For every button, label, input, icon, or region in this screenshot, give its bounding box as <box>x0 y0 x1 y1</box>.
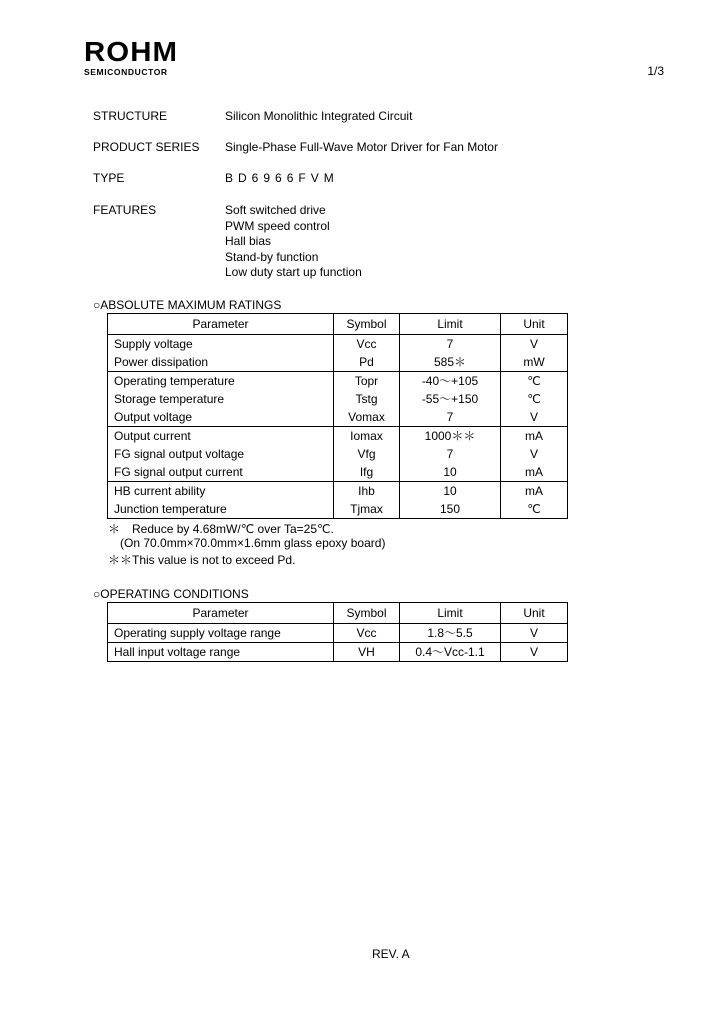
rohm-logo <box>84 36 179 77</box>
footnote-derating: ＊ Reduce by 4.68mW/℃ over Ta=25℃. <box>108 522 334 536</box>
cell-symbol: Ihb <box>334 482 400 501</box>
cell-unit: V <box>501 643 568 662</box>
cell-parameter: Storage temperature <box>108 390 334 408</box>
cell-parameter: Output current <box>108 427 334 446</box>
cell-parameter: Output voltage <box>108 408 334 427</box>
feature-item: Soft switched drive <box>225 203 326 217</box>
table-header-row <box>108 314 568 335</box>
op-cond-table <box>107 602 568 662</box>
header-parameter: Parameter <box>108 314 334 335</box>
cell-symbol: Vomax <box>334 408 400 427</box>
cell-parameter: Hall input voltage range <box>108 643 334 662</box>
header-limit: Limit <box>400 314 501 335</box>
footnote-pd: ＊＊This value is not to exceed Pd. <box>108 553 296 567</box>
cell-parameter: Junction temperature <box>108 500 334 519</box>
header-symbol: Symbol <box>334 603 400 624</box>
feature-item: Hall bias <box>225 234 272 248</box>
feature-item: PWM speed control <box>225 219 330 233</box>
cell-limit: 10 <box>400 463 501 482</box>
cell-limit: -40～+105 <box>400 372 501 391</box>
table-row <box>108 408 568 427</box>
cell-parameter: Power dissipation <box>108 353 334 372</box>
cell-symbol: Vcc <box>334 624 400 643</box>
product-series-value: Single-Phase Full-Wave Motor Driver for Fan Motor <box>225 140 498 154</box>
cell-parameter: HB current ability <box>108 482 334 501</box>
cell-symbol: Vcc <box>334 335 400 354</box>
table-row <box>108 353 568 372</box>
cell-limit: 585＊ <box>400 353 501 372</box>
table-row <box>108 445 568 463</box>
cell-unit: ℃ <box>501 500 568 519</box>
table-row <box>108 390 568 408</box>
cell-unit: V <box>501 335 568 354</box>
cell-unit: ℃ <box>501 372 568 391</box>
abs-max-title: ○ABSOLUTE MAXIMUM RATINGS <box>93 298 282 312</box>
abs-max-table <box>107 313 568 519</box>
table-row <box>108 427 568 446</box>
cell-unit: mA <box>501 427 568 446</box>
cell-unit: V <box>501 624 568 643</box>
product-series-label: PRODUCT SERIES <box>93 140 200 154</box>
header-unit: Unit <box>501 603 568 624</box>
cell-symbol: VH <box>334 643 400 662</box>
header-unit: Unit <box>501 314 568 335</box>
cell-parameter: Operating supply voltage range <box>108 624 334 643</box>
header-symbol: Symbol <box>334 314 400 335</box>
revision-label: REV. A <box>372 947 410 961</box>
cell-unit: ℃ <box>501 390 568 408</box>
cell-parameter: Operating temperature <box>108 372 334 391</box>
feature-item: Low duty start up function <box>225 265 362 279</box>
table-row <box>108 624 568 643</box>
cell-limit: 7 <box>400 445 501 463</box>
cell-unit: mA <box>501 463 568 482</box>
page-number: 1/3 <box>647 64 664 78</box>
feature-item: Stand-by function <box>225 250 319 264</box>
cell-unit: mW <box>501 353 568 372</box>
table-row <box>108 643 568 662</box>
cell-limit: -55～+150 <box>400 390 501 408</box>
cell-symbol: Tstg <box>334 390 400 408</box>
table-row <box>108 500 568 519</box>
cell-symbol: Ifg <box>334 463 400 482</box>
cell-limit: 150 <box>400 500 501 519</box>
cell-parameter: FG signal output current <box>108 463 334 482</box>
header-parameter: Parameter <box>108 603 334 624</box>
cell-parameter: FG signal output voltage <box>108 445 334 463</box>
op-cond-title: ○OPERATING CONDITIONS <box>93 587 249 601</box>
cell-limit: 1.8～5.5 <box>400 624 501 643</box>
table-row <box>108 482 568 501</box>
type-value: BD6966FVM <box>225 171 339 185</box>
table-row <box>108 335 568 354</box>
cell-symbol: Vfg <box>334 445 400 463</box>
logo-subtitle: SEMICONDUCTOR <box>84 67 168 77</box>
cell-symbol: Iomax <box>334 427 400 446</box>
cell-limit: 7 <box>400 408 501 427</box>
cell-parameter: Supply voltage <box>108 335 334 354</box>
header-limit: Limit <box>400 603 501 624</box>
cell-limit: 1000＊＊ <box>400 427 501 446</box>
cell-limit: 10 <box>400 482 501 501</box>
footnote-board: (On 70.0mm×70.0mm×1.6mm glass epoxy board) <box>120 536 386 550</box>
cell-symbol: Topr <box>334 372 400 391</box>
features-label: FEATURES <box>93 203 157 217</box>
cell-symbol: Pd <box>334 353 400 372</box>
cell-limit: 0.4～Vcc-1.1 <box>400 643 501 662</box>
table-row <box>108 463 568 482</box>
cell-limit: 7 <box>400 335 501 354</box>
structure-label: STRUCTURE <box>93 109 167 123</box>
table-row <box>108 372 568 391</box>
cell-unit: mA <box>501 482 568 501</box>
table-header-row <box>108 603 568 624</box>
logo-wordmark: ROHM <box>84 36 179 67</box>
cell-symbol: Tjmax <box>334 500 400 519</box>
cell-unit: V <box>501 408 568 427</box>
cell-unit: V <box>501 445 568 463</box>
structure-value: Silicon Monolithic Integrated Circuit <box>225 109 413 123</box>
type-label: TYPE <box>93 171 125 185</box>
